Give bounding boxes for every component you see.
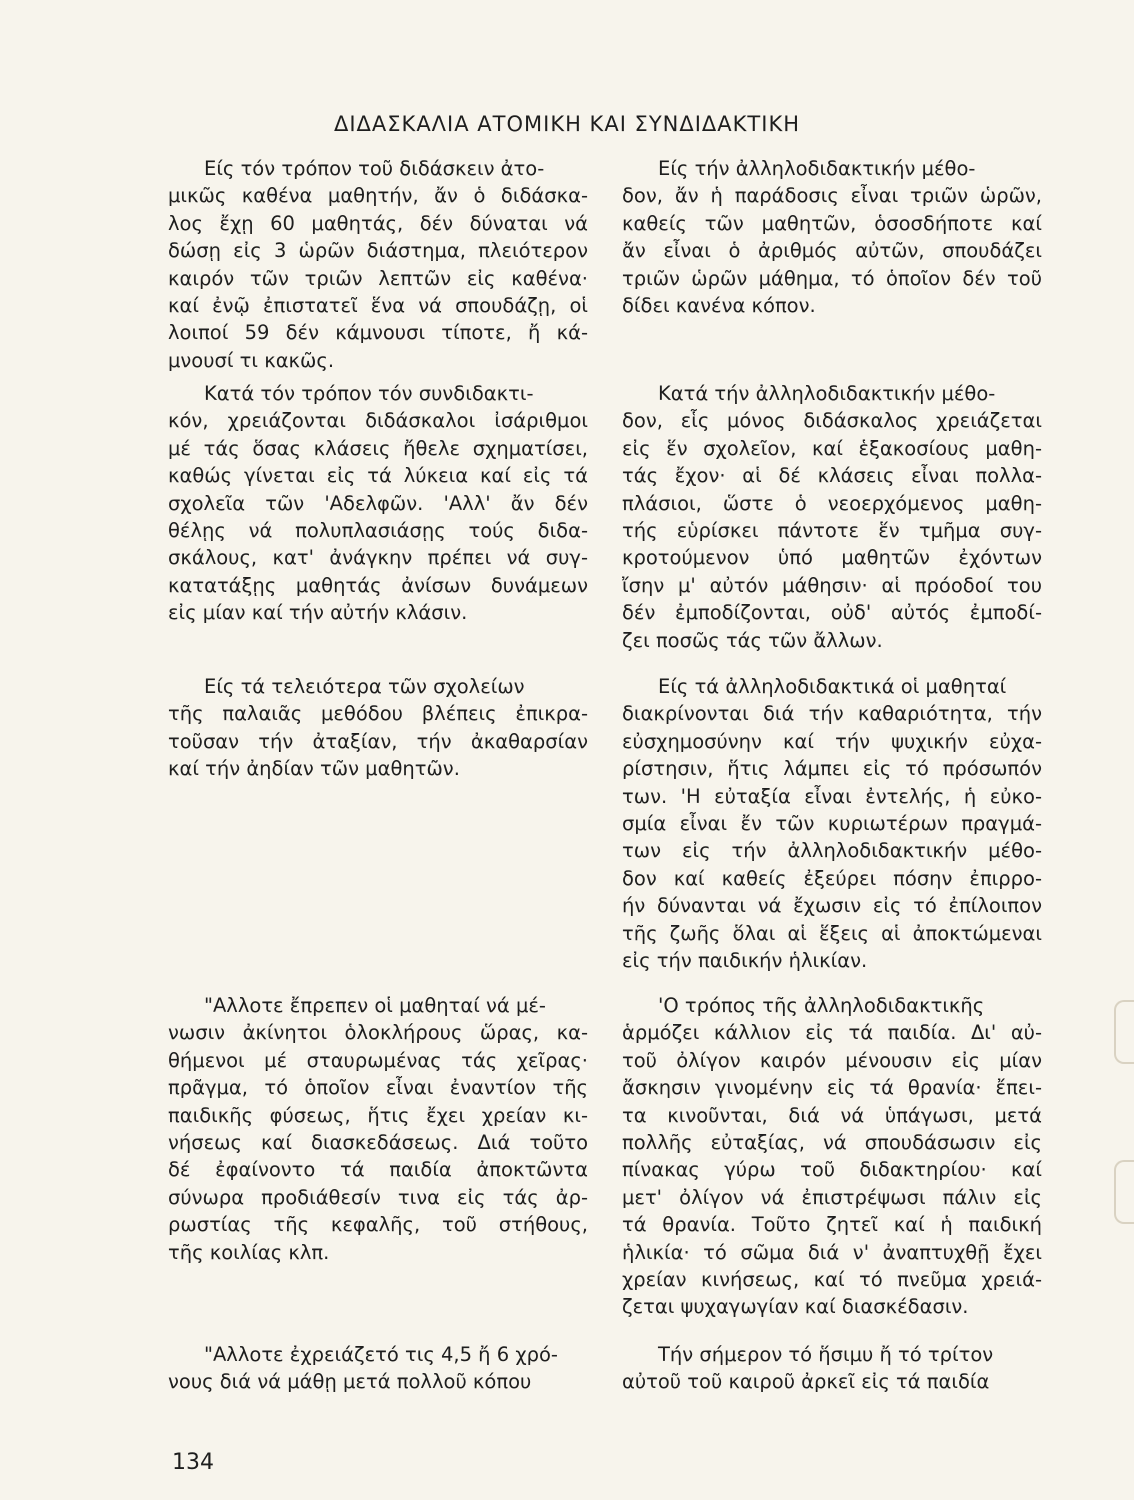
right-paragraph-5 [622, 1341, 1042, 1396]
text-line: τα κινοῦνται, διά νά ὑπάγωσι, μετά [622, 1103, 1042, 1127]
text-line: μνουσί τι κακῶς. [168, 348, 335, 372]
right-paragraph-2 [622, 380, 1042, 654]
left-paragraph-5 [168, 1341, 588, 1396]
text-line: καθώς γίνεται εἰς τά λύκεια καί εἰς τά [168, 464, 588, 488]
text-line: κόν, χρειάζονται διδάσκαλοι ἰσάριθμοι [168, 409, 588, 433]
right-paragraph-4 [622, 992, 1042, 1321]
text-line: Κατά τήν ἀλληλοδιδακτικήν μέθο- [658, 382, 996, 405]
text-line: τοῦσαν τήν ἀταξίαν, τήν ἀκαθαρσίαν [168, 729, 588, 753]
text-line: των εἰς τήν ἀλληλοδιδακτικήν μέθο- [622, 839, 1042, 863]
text-line: σύνωρα προδιάθεσίν τινα εἰς τάς ἀρ- [168, 1185, 588, 1209]
left-paragraph-1 [168, 155, 588, 374]
text-line: καθείς τῶν μαθητῶν, ὁσοσδήποτε καί [622, 211, 1042, 235]
text-line: καί τήν ἀηδίαν τῶν μαθητῶν. [168, 757, 460, 781]
text-line: δον, ἄν ἡ παράδοσις εἶναι τριῶν ὡρῶν, [622, 184, 1042, 208]
right-paragraph-3 [622, 673, 1042, 974]
text-line: πρᾶγμα, τό ὁποῖον εἶναι ἐναντίον τῆς [168, 1076, 588, 1100]
left-paragraph-2 [168, 380, 588, 627]
text-line: δίδει κανένα κόπον. [622, 294, 816, 318]
text-line: ἴσην μ' αὐτόν μάθησιν· αἱ πρόοδοί του [622, 573, 1042, 597]
text-line: θέλῃς νά πολυπλασιάσῃς τούς διδα- [168, 519, 588, 543]
text-line: ἄσκησιν γινομένην εἰς τά θρανία· ἔπει- [622, 1076, 1042, 1100]
text-line: δέ ἐφαίνοντο τά παιδία ἀποκτῶντα [168, 1158, 588, 1182]
text-line: τῆς ζωῆς ὅλαι αἱ ἕξεις αἱ ἀποκτώμεναι [622, 921, 1042, 945]
left-paragraph-4 [168, 992, 588, 1266]
text-line: σχολεῖα τῶν 'Αδελφῶν. 'Αλλ' ἄν δέν [168, 491, 588, 515]
text-line: σμία εἶναι ἔν τῶν κυριωτέρων πραγμά- [622, 812, 1042, 836]
text-line: πλάσιοι, ὥστε ὁ νεοερχόμενος μαθη- [622, 491, 1042, 515]
text-line: νωσιν ἀκίνητοι ὁλοκλήρους ὥρας, κα- [168, 1021, 588, 1045]
text-line: τοῦ ὀλίγον καιρόν μένουσιν εἰς μίαν [622, 1048, 1042, 1072]
text-line: πίνακας γύρω τοῦ διδακτηρίου· καί [622, 1158, 1042, 1182]
text-line: νήσεως καί διασκεδάσεως. Διά τοῦτο [168, 1131, 588, 1155]
text-line: ρωστίας τῆς κεφαλῆς, τοῦ στήθους, [168, 1213, 588, 1237]
text-line: θήμενοι μέ σταυρωμένας τάς χεῖρας· [168, 1048, 588, 1072]
text-line: νους διά νά μάθῃ μετά πολλοῦ κόπου [168, 1370, 532, 1394]
text-line: "Αλλοτε ἐχρειάζετό τις 4,5 ἤ 6 χρό- [204, 1343, 558, 1366]
text-line: αὐτοῦ τοῦ καιροῦ ἀρκεῖ εἰς τά παιδία [622, 1370, 990, 1394]
text-line: παιδικῆς φύσεως, ἥτις ἔχει χρείαν κι- [168, 1103, 588, 1127]
running-header: ΔΙΔΑΣΚΑΛΙΑ ΑΤΟΜΙΚΗ ΚΑΙ ΣΥΝΔΙΔΑΚΤΙΚΗ [333, 112, 801, 136]
text-line: λος ἔχῃ 60 μαθητάς, δέν δύναται νά [168, 211, 588, 235]
text-line: τής εὑρίσκει πάντοτε ἕν τμῆμα συγ- [622, 519, 1042, 543]
text-line: Είς τήν ἀλληλοδιδακτικήν μέθο- [658, 157, 976, 180]
text-line: τριῶν ὡρῶν μάθημα, τό ὁποῖον δέν τοῦ [622, 266, 1042, 290]
text-line: μέ τάς ὅσας κλάσεις ἤθελε σχηματίσει, [168, 436, 588, 460]
text-line: Είς τά ἀλληλοδιδακτικά οἱ μαθηταί [658, 675, 1007, 698]
text-line: δώσῃ εἰς 3 ὡρῶν διάστημα, πλειότερον [168, 239, 588, 263]
text-line: καί ἐνῷ ἐπιστατεῖ ἕνα νά σπουδάζῃ, οἱ [168, 294, 588, 318]
right-paragraph-1 [622, 155, 1042, 319]
text-line: καιρόν τῶν τριῶν λεπτῶν εἰς καθένα· [168, 266, 588, 290]
text-line: λοιποί 59 δέν κάμνουσι τίποτε, ἤ κά- [168, 321, 588, 345]
text-line: μικῶς καθένα μαθητήν, ἄν ὁ διδάσκα- [168, 184, 588, 208]
text-line: τῆς παλαιᾶς μεθόδου βλέπεις ἐπικρα- [168, 702, 588, 726]
text-line: τά θρανία. Τοῦτο ζητεῖ καί ἡ παιδική [622, 1213, 1042, 1237]
text-line: ήν δύνανται νά ἔχωσιν εἰς τό ἐπίλοιπον [622, 894, 1042, 918]
text-line: Τήν σήμερον τό ἥσιμυ ἤ τό τρίτον [658, 1343, 994, 1366]
text-line: μετ' ὀλίγον νά ἐπιστρέψωσι πάλιν εἰς [622, 1185, 1042, 1209]
text-line: δέν ἐμποδίζονται, οὐδ' αὐτός ἐμποδί- [622, 601, 1042, 625]
text-line: Είς τά τελειότερα τῶν σχολείων [204, 675, 525, 698]
text-line: ρίστησιν, ἥτις λάμπει εἰς τό πρόσωπόν [622, 757, 1042, 781]
text-line: δον, εἷς μόνος διδάσκαλος χρειάζεται [622, 409, 1042, 433]
text-line: Είς τόν τρόπον τοῦ διδάσκειν ἀτο- [204, 157, 545, 180]
text-line: ζεται ψυχαγωγίαν καί διασκέδασιν. [622, 1295, 969, 1319]
text-line: χρείαν κινήσεως, καί τό πνεῦμα χρειά- [622, 1268, 1042, 1292]
page-edge-tab [1114, 1160, 1134, 1224]
left-paragraph-3 [168, 673, 588, 783]
text-line: κροτούμενον ὑπό μαθητῶν ἐχόντων [622, 546, 1042, 570]
page-number: 134 [172, 1450, 214, 1475]
text-line: ἄν εἶναι ὁ ἀριθμός αὐτῶν, σπουδάζει [622, 239, 1042, 263]
text-line: εὐσχημοσύνην καί τήν ψυχικήν εὐχα- [622, 729, 1042, 753]
text-line: σκάλους, κατ' ἀνάγκην πρέπει νά συγ- [168, 546, 588, 570]
text-line: διακρίνονται διά τήν καθαριότητα, τήν [622, 702, 1042, 726]
text-line: 'Ο τρόπος τῆς ἀλληλοδιδακτικῆς [658, 994, 985, 1017]
text-line: ἁρμόζει κάλλιον εἰς τά παιδία. Δι' αὐ- [622, 1021, 1042, 1045]
text-line: εἰς ἕν σχολεῖον, καί ἑξακοσίους μαθη- [622, 436, 1042, 460]
text-line: εἰς τήν παιδικήν ἡλικίαν. [622, 949, 868, 973]
page-edge-tab [1114, 1000, 1134, 1064]
text-line: ἡλικία· τό σῶμα διά ν' ἀναπτυχθῇ ἔχει [622, 1240, 1042, 1264]
text-line: "Αλλοτε ἔπρεπεν οἱ μαθηταί νά μέ- [204, 994, 546, 1017]
text-line: πολλῆς εὐταξίας, νά σπουδάσωσιν εἰς [622, 1131, 1042, 1155]
text-line: τῆς κοιλίας κλπ. [168, 1240, 330, 1264]
text-line: των. 'Η εὐταξία εἶναι ἐντελής, ἡ εὐκο- [622, 784, 1042, 808]
text-line: δον καί καθείς ἐξεύρει πόσην ἐπιρρο- [622, 866, 1042, 890]
text-line: εἰς μίαν καί τήν αὐτήν κλάσιν. [168, 601, 468, 625]
text-line: κατατάξῃς μαθητάς ἀνίσων δυνάμεων [168, 573, 588, 597]
text-line: Κατά τόν τρόπον τόν συνδιδακτι- [204, 382, 534, 405]
text-line: τάς ἔχον· αἱ δέ κλάσεις εἶναι πολλα- [622, 464, 1042, 488]
text-line: ζει ποσῶς τάς τῶν ἄλλων. [622, 628, 883, 652]
